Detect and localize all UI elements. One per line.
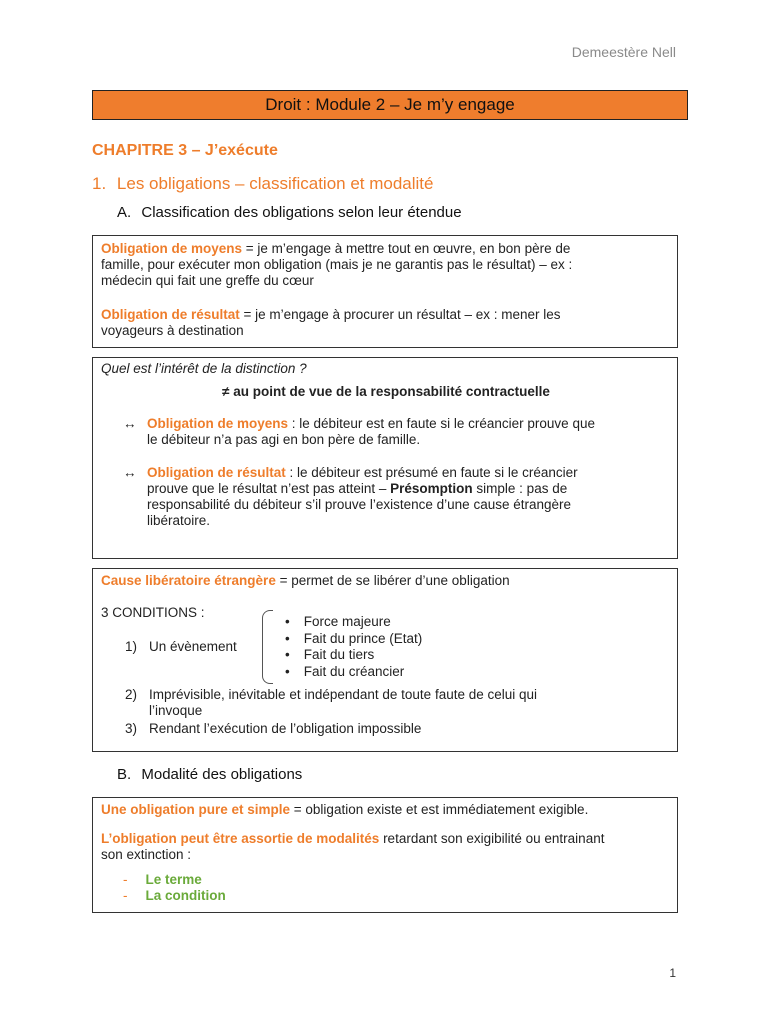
text-line: famille, pour exécuter mon obligation (mais je ne garantis pas le résultat) – ex : [101, 257, 573, 272]
list-item: La condition [145, 888, 226, 903]
box-cause-liberatoire [92, 568, 678, 752]
conditions-label: 3 CONDITIONS : [101, 605, 205, 620]
bullet-icon: • [285, 647, 290, 662]
text-line: : le débiteur est en faute si le créancier prouve que [288, 416, 595, 431]
question-text: Quel est l’intérêt de la distinction ? [101, 361, 307, 376]
text-line: voyageurs à destination [101, 323, 244, 338]
term-modalites: L’obligation peut être assortie de modalités [101, 831, 380, 846]
subsection-a-heading [117, 204, 462, 221]
condition-3-number: 3) [125, 721, 138, 736]
dash-icon: - [123, 872, 128, 887]
text-line: responsabilité du débiteur s’il prouve l’existence d’une cause étrangère [147, 497, 572, 512]
term-obligation-resultat: Obligation de résultat [147, 465, 286, 480]
list-item: Fait du créancier [303, 663, 405, 679]
bullet-icon: • [285, 614, 290, 629]
bullet-icon: • [285, 663, 290, 679]
chapter-heading: CHAPITRE 3 – J’exécute [92, 142, 278, 159]
text-line: = obligation existe et est immédiatement exigible. [290, 802, 589, 817]
text-line: prouve que le résultat n’est pas atteint – [147, 481, 391, 496]
title-bar: Droit : Module 2 – Je m’y engage [92, 90, 688, 120]
arrow-icon: ↔ [123, 465, 137, 480]
list-item: Fait du tiers [303, 647, 375, 662]
list-item: Fait du prince (Etat) [303, 630, 423, 646]
section-number: 1. [92, 174, 107, 193]
subsection-title: Classification des obligations selon leur étendue [141, 204, 462, 221]
box-distinction [92, 357, 678, 559]
section-title: Les obligations – classification et modalité [116, 174, 434, 193]
condition-1-text: Un évènement [149, 639, 237, 654]
term-obligation-moyens: Obligation de moyens [147, 416, 289, 431]
subsection-letter: B. [117, 766, 132, 783]
text-line: : le débiteur est présumé en faute si le créancier [285, 465, 578, 480]
brace-icon [262, 610, 273, 684]
list-item: Force majeure [303, 614, 391, 629]
box-classification [92, 235, 678, 348]
distinction-subtitle: ≠ au point de vue de la responsabilité contractuelle [222, 384, 550, 399]
term-obligation-resultat: Obligation de résultat [101, 307, 240, 322]
arrow-icon: ↔ [123, 416, 137, 431]
text-line: = je m’engage à mettre tout en œuvre, en bon père de [242, 241, 571, 256]
text-line: = permet de se libérer d’une obligation [275, 573, 510, 588]
condition-2-text: l’invoque [149, 703, 203, 718]
author-name: Demeestère Nell [571, 44, 676, 60]
term-presomption: Présomption [390, 481, 473, 496]
list-item: Le terme [145, 872, 202, 887]
text-line: médecin qui fait une greffe du cœur [101, 273, 314, 288]
subsection-letter: A. [117, 204, 132, 221]
term-obligation-pure: Une obligation pure et simple [101, 802, 291, 817]
term-obligation-moyens: Obligation de moyens [101, 241, 243, 256]
text-line: = je m’engage à procurer un résultat – ex : mener les [239, 307, 561, 322]
condition-2-text: Imprévisible, inévitable et indépendant de toute faute de celui qui [149, 687, 538, 702]
event-bullet-list [285, 614, 422, 680]
subsection-title: Modalité des obligations [141, 766, 303, 783]
text-line: simple : pas de [472, 481, 568, 496]
dash-icon: - [123, 888, 128, 903]
subsection-b-heading [117, 766, 302, 783]
condition-1-number: 1) [125, 639, 138, 654]
section-heading [92, 174, 434, 194]
box-modalites [92, 797, 678, 913]
bullet-icon: • [285, 630, 290, 646]
condition-2-number: 2) [125, 687, 138, 702]
text-line: retardant son exigibilité ou entrainant [379, 831, 605, 846]
text-line: son extinction : [101, 847, 192, 862]
text-line: le débiteur n’a pas agi en bon père de famille. [147, 432, 421, 447]
text-line: libératoire. [147, 513, 211, 528]
page-number: 1 [669, 966, 676, 980]
term-cause-liberatoire: Cause libératoire étrangère [101, 573, 276, 588]
condition-3-text: Rendant l’exécution de l’obligation impossible [149, 721, 422, 736]
